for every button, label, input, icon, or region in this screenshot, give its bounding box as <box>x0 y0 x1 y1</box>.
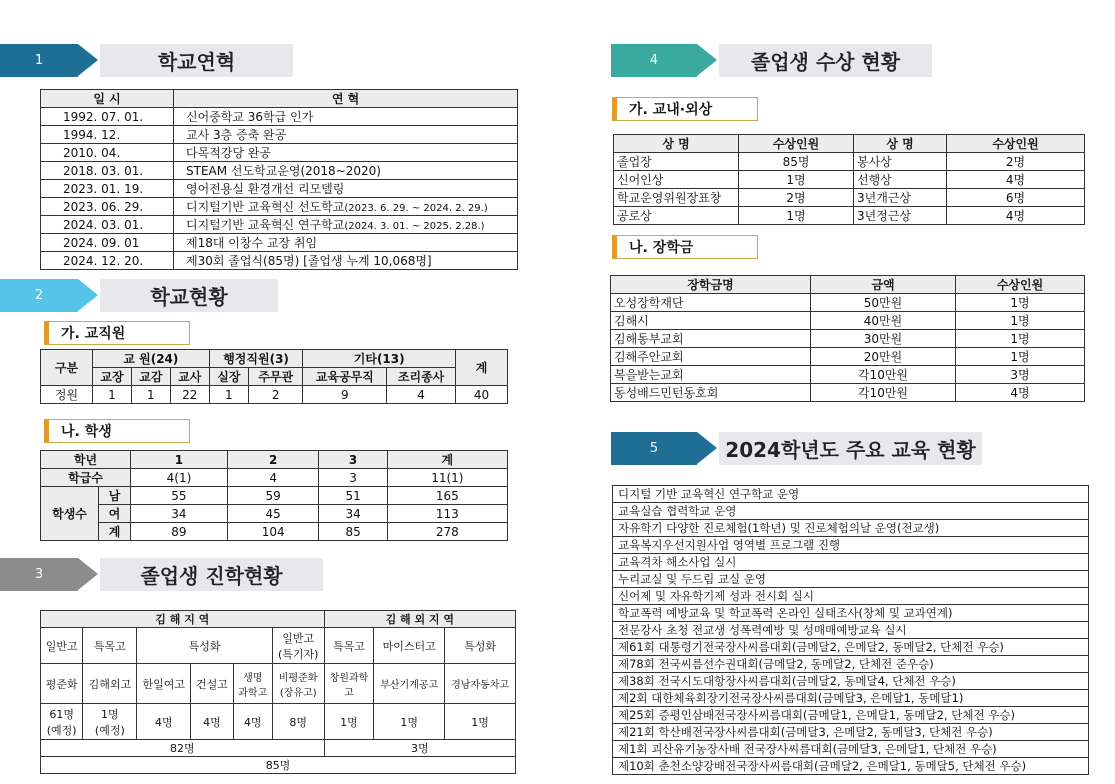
list-item <box>613 707 1089 724</box>
table-cell: 한일여고 <box>137 664 191 704</box>
education-item: 제1회 괴산유기농장사배 전국장사씨름대회(금메달3, 은메달1, 단체전 우승) <box>613 741 1089 758</box>
history-date: 2023. 06. 29. <box>41 198 174 216</box>
section-5-header <box>611 432 983 465</box>
students-subheader: 나. 학생 <box>44 419 190 443</box>
table-cell: 59 <box>227 487 319 505</box>
table-cell: 경남자동차고 <box>445 664 516 704</box>
table-cell: 6명 <box>947 189 1085 207</box>
table-row <box>614 207 1085 225</box>
table-row <box>611 348 1085 366</box>
table-header: 실장 <box>209 368 248 386</box>
table-cell: 165 <box>387 487 507 505</box>
list-item <box>613 520 1089 537</box>
awards-table <box>613 134 1085 225</box>
table-cell: 김해동부교회 <box>611 330 811 348</box>
history-event: 교사 3층 증축 완공 <box>174 126 518 144</box>
table-header: 일 시 <box>41 90 174 108</box>
table-cell: 11(1) <box>387 469 507 487</box>
row-label: 남 <box>99 487 131 505</box>
list-item <box>613 622 1089 639</box>
table-cell: 50만원 <box>811 294 956 312</box>
table-row <box>41 740 516 757</box>
table-cell: 평준화 <box>41 664 83 704</box>
table-cell: 각10만원 <box>811 384 956 402</box>
table-header: 상 명 <box>854 135 947 153</box>
section-3-header <box>0 558 325 591</box>
list-item <box>613 605 1089 622</box>
table-cell: 김해주안교회 <box>611 348 811 366</box>
table-header: 연 혁 <box>174 90 518 108</box>
table-cell: 20만원 <box>811 348 956 366</box>
table-header: 상 명 <box>614 135 739 153</box>
table-cell: 선행상 <box>854 171 947 189</box>
table-cell: 82명 <box>41 740 325 757</box>
table-cell: 특목고 <box>83 628 137 664</box>
table-cell: 건설고 <box>191 664 233 704</box>
table-cell: 일반고 (특기자) <box>272 628 324 664</box>
arrow-icon <box>78 44 98 76</box>
table-cell: 22 <box>170 386 209 404</box>
table-row <box>614 153 1085 171</box>
section-1-header <box>0 44 295 77</box>
education-item: 제21회 학산배전국장사씨름대회(금메달3, 은메달2, 동메달3, 단체전 우승) <box>613 724 1089 741</box>
table-cell: 1명 <box>956 312 1085 330</box>
table-cell: 각10만원 <box>811 366 956 384</box>
section-number: 4 <box>611 44 697 77</box>
history-event: 제18대 이창수 교장 취임 <box>174 234 518 252</box>
table-header: 장학금명 <box>611 276 811 294</box>
history-date: 2023. 01. 19. <box>41 180 174 198</box>
table-cell: 51 <box>319 487 387 505</box>
table-header: 금액 <box>811 276 956 294</box>
table-header: 2 <box>227 451 319 469</box>
table-cell: 3년정근상 <box>854 207 947 225</box>
scholarship-subheader: 나. 장학금 <box>612 235 758 259</box>
table-cell: 특목고 <box>324 628 374 664</box>
history-event: 디지털기반 교육혁신 선도학교(2023. 6. 29. ~ 2024. 2. 29.) <box>174 198 518 216</box>
history-date: 2024. 03. 01. <box>41 216 174 234</box>
history-event: STEAM 선도학교운영(2018~2020) <box>174 162 518 180</box>
table-cell: 278 <box>387 523 507 541</box>
table-cell: 34 <box>131 505 228 523</box>
table-header: 수상인원 <box>947 135 1085 153</box>
list-item <box>613 588 1089 605</box>
education-item: 제25회 증평인삼배전국장사씨름대회(금메달1, 은메달1, 동메달2, 단체전 우승) <box>613 707 1089 724</box>
table-cell: 1명 <box>956 348 1085 366</box>
table-cell: 1명 <box>739 207 854 225</box>
education-item: 교육격차 해소사업 실시 <box>613 554 1089 571</box>
table-cell: 생명 과학고 <box>233 664 272 704</box>
table-header: 주무관 <box>249 368 303 386</box>
table-header: 3 <box>319 451 387 469</box>
table-header: 교 원(24) <box>93 350 210 368</box>
list-item <box>613 554 1089 571</box>
table-row <box>41 469 508 487</box>
table-cell: 복을받는교회 <box>611 366 811 384</box>
table-cell: 34 <box>319 505 387 523</box>
table-row <box>41 628 516 664</box>
section-title: 졸업생 진학현황 <box>100 558 323 591</box>
row-label: 정원 <box>41 386 93 404</box>
table-cell: 1명 <box>374 704 445 740</box>
arrow-icon <box>78 558 98 590</box>
table-row <box>41 252 518 270</box>
education-item: 제10회 춘천소양강배전국장사씨름대회(금메달2, 은메달1, 동메달5, 단체전 우승) <box>613 758 1089 775</box>
table-header: 교육공무직 <box>303 368 387 386</box>
table-header: 수상인원 <box>739 135 854 153</box>
table-header: 1 <box>131 451 228 469</box>
row-label: 학생수 <box>41 487 99 541</box>
list-item <box>613 690 1089 707</box>
section-4-header <box>611 44 933 77</box>
table-cell: 3년개근상 <box>854 189 947 207</box>
scholarship-table <box>610 275 1085 402</box>
table-cell: 4 <box>227 469 319 487</box>
table-cell: 2 <box>249 386 303 404</box>
education-item: 디지털 기반 교육혁신 연구학교 운영 <box>613 486 1089 503</box>
arrow-icon <box>697 44 717 76</box>
education-table <box>612 485 1089 775</box>
table-cell: 4명 <box>233 704 272 740</box>
education-item: 신어제 및 자유학기제 성과 전시회 실시 <box>613 588 1089 605</box>
history-date: 1994. 12. <box>41 126 174 144</box>
table-cell: 1 <box>209 386 248 404</box>
section-number: 3 <box>0 558 78 591</box>
education-item: 제61회 대통령기전국장사씨름대회(금메달2, 은메달2, 동메달2, 단체전 우승) <box>613 639 1089 656</box>
row-label: 계 <box>99 523 131 541</box>
table-row <box>41 505 508 523</box>
table-cell: 동성배드민턴동호회 <box>611 384 811 402</box>
staff-subheader: 가. 교직원 <box>44 321 190 345</box>
history-date: 1992. 07. 01. <box>41 108 174 126</box>
history-event: 다목적강당 완공 <box>174 144 518 162</box>
arrow-icon <box>78 279 98 311</box>
table-header: 구분 <box>41 350 93 386</box>
education-item: 교육실습 협력학교 운영 <box>613 503 1089 520</box>
table-cell: 4명 <box>947 207 1085 225</box>
table-cell: 1 <box>93 386 132 404</box>
table-cell: 3명 <box>324 740 515 757</box>
table-header: 학년 <box>41 451 131 469</box>
section-title: 학교현황 <box>100 279 278 312</box>
table-cell: 1명 <box>956 330 1085 348</box>
table-cell: 4명 <box>191 704 233 740</box>
table-cell: 4명 <box>137 704 191 740</box>
list-item <box>613 758 1089 775</box>
table-cell: 40만원 <box>811 312 956 330</box>
table-header: 계 <box>387 451 507 469</box>
education-item: 제2회 대한체육회장기전국장사씨름대회(금메달3, 은메달1, 동메달1) <box>613 690 1089 707</box>
table-cell: 2명 <box>739 189 854 207</box>
table-cell: 비평준화 (장유고) <box>272 664 324 704</box>
table-cell: 1명 <box>956 294 1085 312</box>
table-cell: 2명 <box>947 153 1085 171</box>
table-cell: 창원과학 고 <box>324 664 374 704</box>
table-row <box>611 366 1085 384</box>
list-item <box>613 673 1089 690</box>
table-row <box>41 386 508 404</box>
table-cell: 8명 <box>272 704 324 740</box>
table-row <box>41 144 518 162</box>
list-item <box>613 486 1089 503</box>
table-row <box>611 330 1085 348</box>
table-header: 교장 <box>93 368 132 386</box>
table-cell: 공로상 <box>614 207 739 225</box>
table-row <box>41 234 518 252</box>
table-cell: 30만원 <box>811 330 956 348</box>
table-cell: 9 <box>303 386 387 404</box>
table-cell: 85명 <box>41 757 516 774</box>
section-2-header <box>0 279 280 312</box>
table-cell: 학교운영위원장표창 <box>614 189 739 207</box>
table-row <box>611 384 1085 402</box>
education-item: 누리교실 및 두드림 교실 운영 <box>613 571 1089 588</box>
graduates-table <box>40 610 516 774</box>
table-header: 김 해 지 역 <box>41 611 325 628</box>
history-event: 제30회 졸업식(85명) [졸업생 누계 10,068명] <box>174 252 518 270</box>
table-row <box>41 162 518 180</box>
education-item: 학교폭력 예방교육 및 학교폭력 온라인 실태조사(창체 및 교과연계) <box>613 605 1089 622</box>
history-event: 영어전용실 환경개선 리모델링 <box>174 180 518 198</box>
table-cell: 오성장학재단 <box>611 294 811 312</box>
list-item <box>613 724 1089 741</box>
table-row <box>41 108 518 126</box>
history-table <box>40 89 518 270</box>
table-cell: 일반고 <box>41 628 83 664</box>
table-cell: 113 <box>387 505 507 523</box>
table-cell: 85명 <box>739 153 854 171</box>
table-row <box>41 757 516 774</box>
section-number: 5 <box>611 432 697 465</box>
staff-table <box>40 349 508 404</box>
table-cell: 부산기계공고 <box>374 664 445 704</box>
table-cell: 61명 (예정) <box>41 704 83 740</box>
table-cell: 마이스터고 <box>374 628 445 664</box>
students-table <box>40 450 508 541</box>
table-cell: 4 <box>387 386 456 404</box>
table-cell: 김해외고 <box>83 664 137 704</box>
awards-subheader: 가. 교내·외상 <box>612 97 758 121</box>
history-event: 디지털기반 교육혁신 연구학교(2024. 3. 01. ~ 2025. 2.28.) <box>174 216 518 234</box>
section-title: 학교연혁 <box>100 44 293 77</box>
table-header: 계 <box>456 350 508 386</box>
table-header: 교감 <box>131 368 170 386</box>
table-row <box>614 189 1085 207</box>
table-cell: 신어인상 <box>614 171 739 189</box>
table-row <box>611 294 1085 312</box>
education-item: 제38회 전국시도대항장사씨름대회(금메달2, 동메달4, 단체전 우승) <box>613 673 1089 690</box>
list-item <box>613 741 1089 758</box>
education-item: 자유학기 다양한 진로체험(1학년) 및 진로체험의날 운영(전교생) <box>613 520 1089 537</box>
table-cell: 55 <box>131 487 228 505</box>
table-cell: 4명 <box>956 384 1085 402</box>
table-cell: 1명 (예정) <box>83 704 137 740</box>
row-label: 여 <box>99 505 131 523</box>
list-item <box>613 571 1089 588</box>
table-cell: 4(1) <box>131 469 228 487</box>
arrow-icon <box>697 432 717 464</box>
history-date: 2024. 12. 20. <box>41 252 174 270</box>
table-row <box>41 487 508 505</box>
table-cell: 1명 <box>739 171 854 189</box>
table-row <box>41 523 508 541</box>
table-cell: 1 <box>131 386 170 404</box>
list-item <box>613 656 1089 673</box>
table-cell: 김해시 <box>611 312 811 330</box>
table-cell: 85 <box>319 523 387 541</box>
history-event: 신어중학교 36학급 인가 <box>174 108 518 126</box>
table-cell: 특성화 <box>445 628 516 664</box>
table-cell: 1명 <box>324 704 374 740</box>
table-header: 교사 <box>170 368 209 386</box>
education-item: 제78회 전국씨름선수권대회(금메달2, 동메달2, 단체전 준우승) <box>613 656 1089 673</box>
section-number: 2 <box>0 279 78 312</box>
table-row <box>41 704 516 740</box>
table-header: 기타(13) <box>303 350 456 368</box>
history-date: 2018. 03. 01. <box>41 162 174 180</box>
row-label: 학급수 <box>41 469 131 487</box>
table-cell: 3명 <box>956 366 1085 384</box>
table-header: 김 해 외 지 역 <box>324 611 515 628</box>
table-row <box>614 171 1085 189</box>
education-item: 교육복지우선지원사업 영역별 프로그램 진행 <box>613 537 1089 554</box>
table-cell: 특성화 <box>137 628 273 664</box>
table-cell: 45 <box>227 505 319 523</box>
table-row <box>611 312 1085 330</box>
section-title: 졸업생 수상 현황 <box>719 44 932 77</box>
table-cell: 3 <box>319 469 387 487</box>
table-header: 행정직원(3) <box>209 350 303 368</box>
list-item <box>613 537 1089 554</box>
list-item <box>613 639 1089 656</box>
table-cell: 봉사상 <box>854 153 947 171</box>
table-row <box>41 216 518 234</box>
history-date: 2010. 04. <box>41 144 174 162</box>
table-cell: 졸업장 <box>614 153 739 171</box>
table-row <box>41 126 518 144</box>
section-number: 1 <box>0 44 78 77</box>
table-cell: 89 <box>131 523 228 541</box>
table-row <box>41 664 516 704</box>
table-row <box>41 198 518 216</box>
table-header: 수상인원 <box>956 276 1085 294</box>
history-date: 2024. 09. 01 <box>41 234 174 252</box>
table-cell: 4명 <box>947 171 1085 189</box>
education-item: 전문강사 초청 전교생 성폭력예방 및 성매매예방교육 실시 <box>613 622 1089 639</box>
table-cell: 40 <box>456 386 508 404</box>
table-cell: 1명 <box>445 704 516 740</box>
table-row <box>41 180 518 198</box>
list-item <box>613 503 1089 520</box>
section-title: 2024학년도 주요 교육 현황 <box>719 432 982 465</box>
table-cell: 104 <box>227 523 319 541</box>
table-header: 조리종사 <box>387 368 456 386</box>
